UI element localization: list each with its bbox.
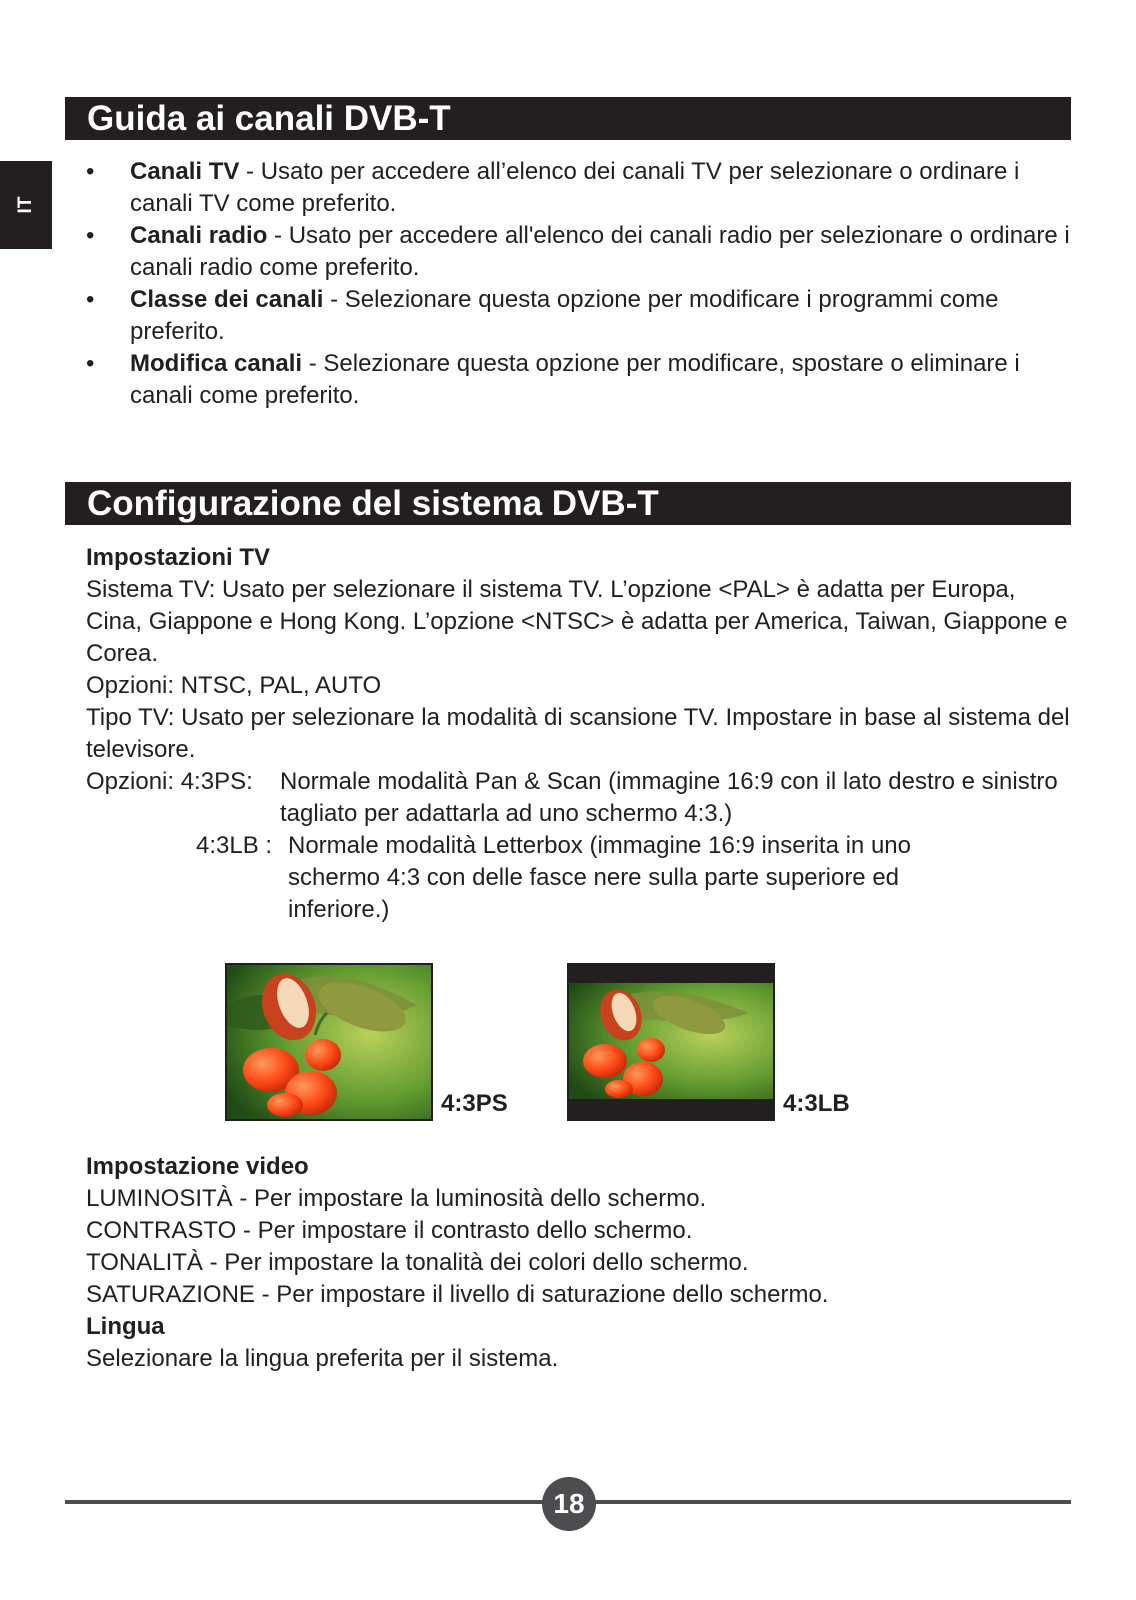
bullet-marker: • xyxy=(86,286,95,313)
item-description: - Usato per accedere all’elenco dei canali TV per selezionare o ordinare i canali TV come preferito. xyxy=(130,158,1020,217)
letterbox-caption: 4:3LB xyxy=(783,1090,850,1117)
tv-settings-title: Impostazioni TV xyxy=(86,544,271,571)
language-title: Lingua xyxy=(86,1313,165,1340)
video-settings-title: Impostazione video xyxy=(86,1153,309,1180)
channel-guide-list xyxy=(86,156,1071,412)
item-description: - Usato per accedere all'elenco dei canali radio per selezionare o ordinare i canali radio come preferito. xyxy=(130,222,1070,281)
section-header-channel-guide: Guida ai canali DVB-T xyxy=(65,97,1071,140)
brightness-line: LUMINOSITÀ - Per impostare la luminosità dello schermo. xyxy=(86,1185,707,1212)
option-43lb xyxy=(86,830,1076,926)
hue-line: TONALITÀ - Per impostare la tonalità dei colori dello schermo. xyxy=(86,1249,749,1276)
item-description: - Selezionare questa opzione per modificare, spostare o eliminare i canali come preferito. xyxy=(130,350,1020,409)
contrast-line: CONTRASTO - Per impostare il contrasto dello schermo. xyxy=(86,1217,693,1244)
bullet-marker: • xyxy=(86,158,95,185)
pan-scan-image xyxy=(225,963,433,1121)
video-settings-block xyxy=(86,1151,1076,1375)
language-description: Selezionare la lingua preferita per il sistema. xyxy=(86,1345,559,1372)
list-item xyxy=(86,220,1071,284)
tv-type-description: Tipo TV: Usato per selezionare la modalità di scansione TV. Impostare in base al sistema del televisore. xyxy=(86,704,1070,763)
pan-scan-caption: 4:3PS xyxy=(441,1090,508,1117)
list-item xyxy=(86,156,1071,220)
system-tv-description: Sistema TV: Usato per selezionare il sistema TV. L’opzione <PAL> è adatta per Europa, Cina, Giappone e Hong Kong. L’opzione <NTSC> è adatta per America, Taiwan, Giappone e Corea. xyxy=(86,576,1068,667)
section-header-system-config: Configurazione del sistema DVB-T xyxy=(65,482,1071,525)
system-tv-options: Opzioni: NTSC, PAL, AUTO xyxy=(86,672,382,699)
option-43ps-text: Normale modalità Pan & Scan (immagine 16:9 con il lato destro e sinistro tagliato per adattarla ad uno schermo 4:3.) xyxy=(280,768,1058,827)
language-tab-label: IT xyxy=(15,196,36,214)
item-term: Canali radio xyxy=(130,222,268,249)
page-number: 18 xyxy=(542,1477,596,1531)
tv-settings-block xyxy=(86,542,1076,926)
bullet-marker: • xyxy=(86,222,95,249)
list-item xyxy=(86,284,1071,348)
bullet-marker: • xyxy=(86,350,95,377)
letterbox-image xyxy=(567,963,775,1121)
item-term: Modifica canali xyxy=(130,350,303,377)
flower-photo-ps xyxy=(227,965,431,1119)
option-43lb-text: Normale modalità Letterbox (immagine 16:9 inserita in uno schermo 4:3 con delle fasce nere sulla parte superiore ed inferiore.) xyxy=(288,832,911,923)
flower-photo-lb xyxy=(569,965,773,1119)
saturation-line: SATURAZIONE - Per impostare il livello di saturazione dello schermo. xyxy=(86,1281,829,1308)
option-43ps-label: Opzioni: 4:3PS: xyxy=(86,768,253,795)
list-item xyxy=(86,348,1071,412)
item-term: Classe dei canali xyxy=(130,286,324,313)
option-43lb-label: 4:3LB : xyxy=(196,832,273,859)
item-term: Canali TV xyxy=(130,158,240,185)
option-43ps xyxy=(86,766,1076,830)
language-tab xyxy=(0,161,52,249)
item-description: - Selezionare questa opzione per modificare i programmi come preferito. xyxy=(130,286,999,345)
